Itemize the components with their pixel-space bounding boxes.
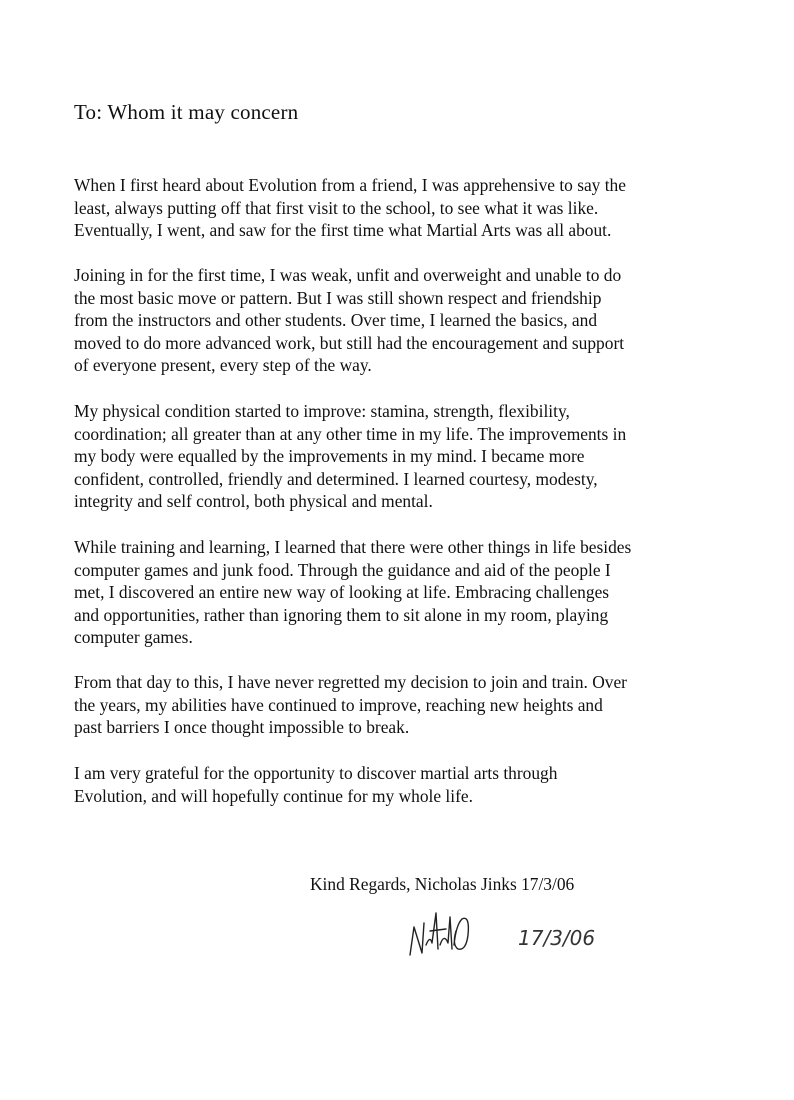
text-line: the most basic move or pattern. But I was still shown respect and friendship	[74, 287, 602, 308]
text-line: Eventually, I went, and saw for the first time what Martial Arts was all about.	[74, 220, 612, 240]
handwritten-date: 17/3/06	[518, 926, 596, 950]
text-line: met, I discovered an entire new way of looking at life. Embracing challenges	[74, 582, 610, 602]
salutation: To: Whom it may concern	[74, 100, 299, 124]
text-line: integrity and self control, both physical and mental.	[74, 491, 433, 511]
text-line: While training and learning, I learned that there were other things in life besides	[74, 537, 632, 557]
text-line: and opportunities, rather than ignoring them to sit alone in my room, playing	[74, 604, 609, 625]
handwritten-signature	[400, 905, 610, 965]
closing-line: Kind Regards, Nicholas Jinks 17/3/06	[310, 874, 575, 894]
paragraph-5	[74, 671, 734, 739]
paragraph-2	[74, 264, 734, 377]
text-line: past barriers I once thought impossible to break.	[74, 717, 410, 737]
text-line: from the instructors and other students. Over time, I learned the basics, and	[74, 310, 598, 330]
paragraph-6	[74, 762, 734, 807]
paragraph-3	[74, 400, 734, 513]
text-line: My physical condition started to improve: stamina, strength, flexibility,	[74, 401, 570, 421]
paragraph-1	[74, 174, 734, 242]
text-line: confident, controlled, friendly and determined. I learned courtesy, modesty,	[74, 468, 598, 489]
text-line: Evolution, and will hopefully continue for my whole life.	[74, 785, 473, 806]
text-line: coordination; all greater than at any other time in my life. The improvements in	[74, 423, 627, 444]
text-line: least, always putting off that first visit to the school, to see what it was like.	[74, 197, 599, 218]
text-line: From that day to this, I have never regretted my decision to join and train. Over	[74, 672, 627, 692]
text-line: of everyone present, every step of the way.	[74, 355, 372, 375]
text-line: my body were equalled by the improvements in my mind. I became more	[74, 446, 585, 466]
text-line: the years, my abilities have continued to improve, reaching new heights and	[74, 694, 603, 715]
paragraph-4	[74, 536, 734, 649]
text-line: When I first heard about Evolution from a friend, I was apprehensive to say the	[74, 175, 626, 195]
signature-scribble	[410, 913, 468, 955]
text-line: Joining in for the first time, I was weak, unfit and overweight and unable to do	[74, 265, 622, 285]
text-line: I am very grateful for the opportunity to discover martial arts through	[74, 763, 558, 783]
text-line: computer games and junk food. Through the guidance and aid of the people I	[74, 559, 611, 580]
text-line: computer games.	[74, 627, 193, 647]
text-line: moved to do more advanced work, but still had the encouragement and support	[74, 332, 625, 353]
